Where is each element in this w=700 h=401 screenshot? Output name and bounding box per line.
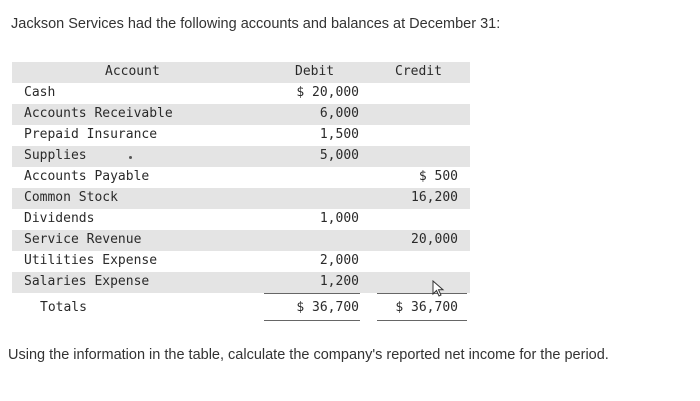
- account-name: Accounts Receivable: [24, 106, 173, 121]
- table-row: [12, 272, 470, 293]
- accounts-table: [12, 62, 470, 321]
- table-header-row: [12, 62, 470, 83]
- credit-value: $ 500: [418, 169, 458, 184]
- account-name: Cash: [24, 85, 56, 100]
- table-row: [12, 104, 470, 125]
- table-row: [12, 83, 470, 104]
- credit-value: 16,200: [411, 190, 458, 205]
- credit-value: 20,000: [411, 232, 458, 247]
- account-name: Salaries Expense: [24, 274, 150, 289]
- debit-value: $ 20,000: [296, 85, 359, 100]
- totals-debit-underline: [264, 320, 360, 321]
- totals-debit-rule: [264, 293, 360, 294]
- account-name: Common Stock: [24, 190, 118, 205]
- totals-debit: $ 36,700: [296, 300, 359, 315]
- account-name: Prepaid Insurance: [24, 127, 158, 142]
- debit-value: 5,000: [319, 148, 359, 163]
- debit-value: 6,000: [319, 106, 359, 121]
- totals-credit-underline: [377, 320, 467, 321]
- debit-value: 1,500: [319, 127, 359, 142]
- mouse-cursor-icon: [432, 280, 446, 298]
- table-row: [12, 146, 470, 167]
- totals-label: Totals: [40, 300, 87, 315]
- intro-text: Jackson Services had the following accounts and balances at December 31:: [11, 16, 501, 32]
- account-name: Accounts Payable: [24, 169, 150, 184]
- stray-dot-mark: [129, 156, 132, 159]
- header-debit: Debit: [295, 64, 335, 79]
- debit-value: 1,200: [319, 274, 359, 289]
- table-row: [12, 230, 470, 251]
- table-row: [12, 209, 470, 230]
- header-credit: Credit: [395, 64, 442, 79]
- account-name: Supplies: [24, 148, 87, 163]
- totals-row: [12, 293, 470, 321]
- account-name: Utilities Expense: [24, 253, 158, 268]
- totals-credit: $ 36,700: [395, 300, 458, 315]
- account-name: Dividends: [24, 211, 95, 226]
- debit-value: 1,000: [319, 211, 359, 226]
- table-row: [12, 188, 470, 209]
- totals-credit-rule: [377, 293, 467, 294]
- table-row: [12, 125, 470, 146]
- header-account: Account: [105, 64, 160, 79]
- table-row: [12, 251, 470, 272]
- account-name: Service Revenue: [24, 232, 142, 247]
- debit-value: 2,000: [319, 253, 359, 268]
- question-text: Using the information in the table, calculate the company's reported net income for the period.: [8, 347, 609, 363]
- table-row: [12, 167, 470, 188]
